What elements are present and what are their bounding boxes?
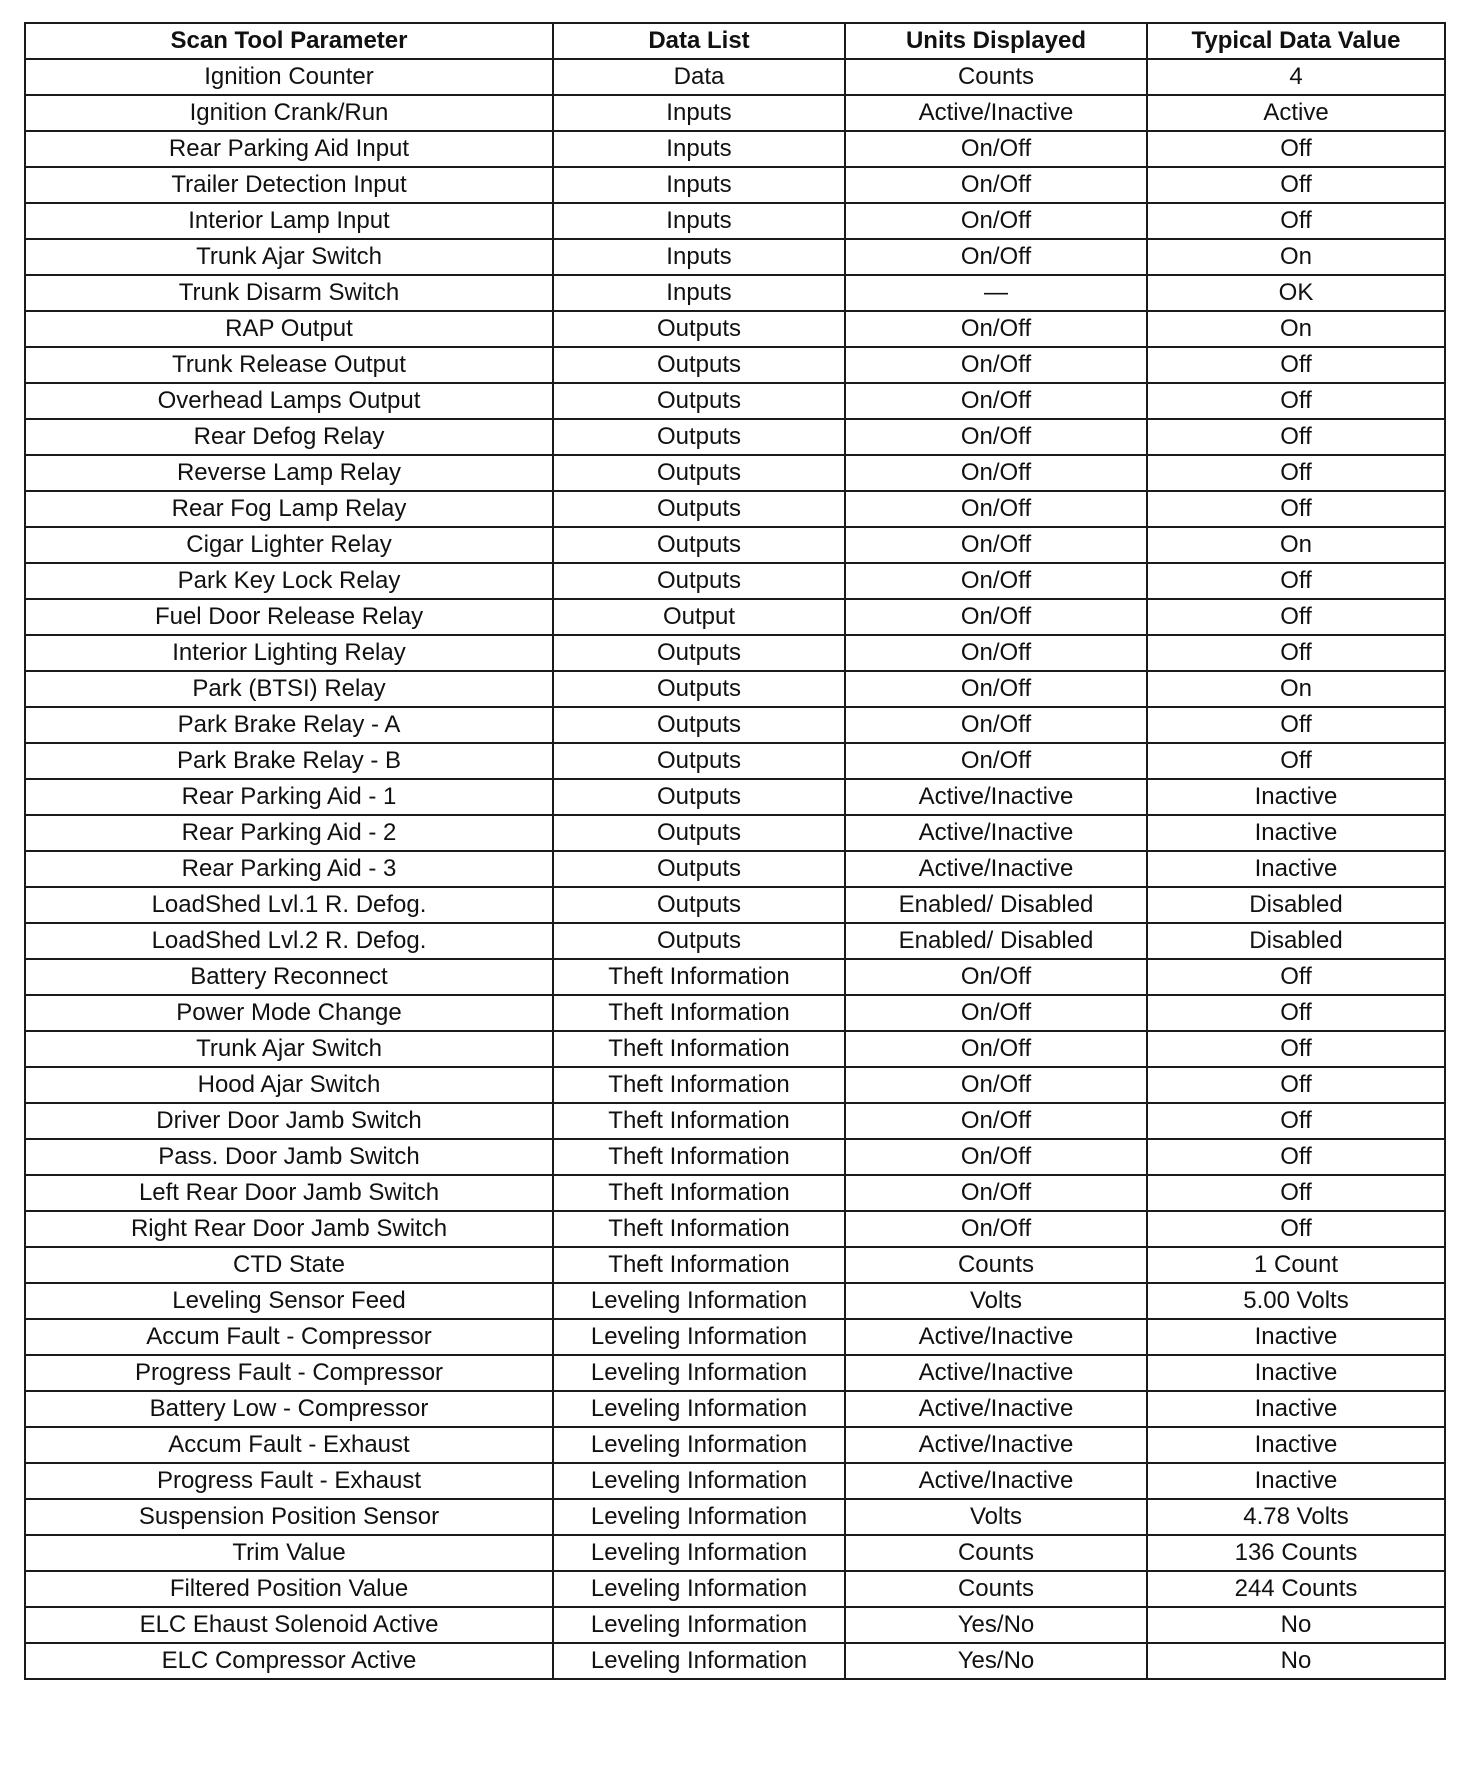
units-cell: On/Off xyxy=(845,959,1147,995)
data-list-cell: Theft Information xyxy=(553,995,845,1031)
parameter-cell: LoadShed Lvl.2 R. Defog. xyxy=(25,923,553,959)
typical-value-cell: Off xyxy=(1147,995,1445,1031)
table-row xyxy=(25,671,1445,707)
units-cell: On/Off xyxy=(845,491,1147,527)
table-row xyxy=(25,95,1445,131)
parameter-cell: Hood Ajar Switch xyxy=(25,1067,553,1103)
table-row xyxy=(25,1463,1445,1499)
typical-value-cell: Inactive xyxy=(1147,1355,1445,1391)
typical-value-cell: Off xyxy=(1147,383,1445,419)
parameter-cell: Rear Fog Lamp Relay xyxy=(25,491,553,527)
typical-value-cell: Off xyxy=(1147,203,1445,239)
units-cell: Enabled/ Disabled xyxy=(845,887,1147,923)
table-row xyxy=(25,275,1445,311)
parameter-cell: Rear Parking Aid - 2 xyxy=(25,815,553,851)
typical-value-cell: Off xyxy=(1147,959,1445,995)
typical-value-cell: Inactive xyxy=(1147,1319,1445,1355)
parameter-cell: Reverse Lamp Relay xyxy=(25,455,553,491)
typical-value-cell: Off xyxy=(1147,1031,1445,1067)
typical-value-cell: Off xyxy=(1147,131,1445,167)
data-list-cell: Outputs xyxy=(553,671,845,707)
parameter-cell: Battery Reconnect xyxy=(25,959,553,995)
table-row xyxy=(25,743,1445,779)
data-list-cell: Outputs xyxy=(553,707,845,743)
units-cell: On/Off xyxy=(845,455,1147,491)
parameter-cell: Trunk Ajar Switch xyxy=(25,239,553,275)
table-row xyxy=(25,131,1445,167)
typical-value-cell: Off xyxy=(1147,167,1445,203)
table-row xyxy=(25,455,1445,491)
units-cell: Volts xyxy=(845,1283,1147,1319)
units-cell: On/Off xyxy=(845,1211,1147,1247)
data-list-cell: Outputs xyxy=(553,815,845,851)
typical-value-cell: Disabled xyxy=(1147,887,1445,923)
table-row xyxy=(25,959,1445,995)
parameter-cell: Rear Parking Aid - 3 xyxy=(25,851,553,887)
table-row xyxy=(25,635,1445,671)
parameter-cell: Overhead Lamps Output xyxy=(25,383,553,419)
data-list-cell: Outputs xyxy=(553,563,845,599)
table-row xyxy=(25,779,1445,815)
table-row xyxy=(25,59,1445,95)
parameter-cell: Power Mode Change xyxy=(25,995,553,1031)
table-row xyxy=(25,707,1445,743)
typical-value-cell: 1 Count xyxy=(1147,1247,1445,1283)
table-row xyxy=(25,815,1445,851)
units-cell: Enabled/ Disabled xyxy=(845,923,1147,959)
units-cell: Volts xyxy=(845,1499,1147,1535)
table-row xyxy=(25,1247,1445,1283)
units-cell: On/Off xyxy=(845,1103,1147,1139)
units-cell: On/Off xyxy=(845,563,1147,599)
table-row xyxy=(25,887,1445,923)
units-cell: — xyxy=(845,275,1147,311)
parameter-cell: Park Brake Relay - A xyxy=(25,707,553,743)
table-row xyxy=(25,419,1445,455)
typical-value-cell: Active xyxy=(1147,95,1445,131)
units-cell: On/Off xyxy=(845,527,1147,563)
units-cell: Counts xyxy=(845,1247,1147,1283)
units-cell: Yes/No xyxy=(845,1607,1147,1643)
typical-value-cell: Disabled xyxy=(1147,923,1445,959)
units-cell: On/Off xyxy=(845,1139,1147,1175)
parameter-cell: Trunk Disarm Switch xyxy=(25,275,553,311)
typical-value-cell: On xyxy=(1147,311,1445,347)
data-list-cell: Outputs xyxy=(553,383,845,419)
parameter-cell: Trim Value xyxy=(25,1535,553,1571)
units-cell: On/Off xyxy=(845,419,1147,455)
parameter-cell: Ignition Crank/Run xyxy=(25,95,553,131)
table-row xyxy=(25,1499,1445,1535)
parameter-cell: Interior Lamp Input xyxy=(25,203,553,239)
data-list-cell: Leveling Information xyxy=(553,1391,845,1427)
parameter-cell: Accum Fault - Exhaust xyxy=(25,1427,553,1463)
parameter-cell: Left Rear Door Jamb Switch xyxy=(25,1175,553,1211)
parameter-cell: Accum Fault - Compressor xyxy=(25,1319,553,1355)
data-list-cell: Outputs xyxy=(553,527,845,563)
parameter-cell: Pass. Door Jamb Switch xyxy=(25,1139,553,1175)
table-row xyxy=(25,1607,1445,1643)
parameter-cell: Filtered Position Value xyxy=(25,1571,553,1607)
table-row xyxy=(25,563,1445,599)
typical-value-cell: On xyxy=(1147,527,1445,563)
typical-value-cell: Inactive xyxy=(1147,815,1445,851)
typical-value-cell: Off xyxy=(1147,707,1445,743)
data-list-cell: Theft Information xyxy=(553,1247,845,1283)
data-list-cell: Leveling Information xyxy=(553,1499,845,1535)
data-list-cell: Outputs xyxy=(553,779,845,815)
parameter-cell: RAP Output xyxy=(25,311,553,347)
parameter-cell: Rear Parking Aid Input xyxy=(25,131,553,167)
data-list-cell: Inputs xyxy=(553,131,845,167)
typical-value-cell: Off xyxy=(1147,1175,1445,1211)
typical-value-cell: Off xyxy=(1147,1211,1445,1247)
units-cell: Active/Inactive xyxy=(845,1463,1147,1499)
data-list-cell: Inputs xyxy=(553,203,845,239)
typical-value-cell: Off xyxy=(1147,455,1445,491)
table-row xyxy=(25,1391,1445,1427)
table-row xyxy=(25,1571,1445,1607)
units-cell: Counts xyxy=(845,1571,1147,1607)
units-cell: On/Off xyxy=(845,131,1147,167)
parameter-cell: Progress Fault - Exhaust xyxy=(25,1463,553,1499)
parameter-cell: Driver Door Jamb Switch xyxy=(25,1103,553,1139)
units-cell: Counts xyxy=(845,59,1147,95)
table-row xyxy=(25,1031,1445,1067)
data-list-cell: Outputs xyxy=(553,743,845,779)
typical-value-cell: 244 Counts xyxy=(1147,1571,1445,1607)
data-list-cell: Inputs xyxy=(553,95,845,131)
parameter-cell: Interior Lighting Relay xyxy=(25,635,553,671)
units-cell: On/Off xyxy=(845,1067,1147,1103)
data-list-cell: Leveling Information xyxy=(553,1607,845,1643)
units-cell: On/Off xyxy=(845,1031,1147,1067)
table-body xyxy=(25,59,1445,1679)
data-list-cell: Inputs xyxy=(553,275,845,311)
data-list-cell: Leveling Information xyxy=(553,1643,845,1679)
parameter-cell: CTD State xyxy=(25,1247,553,1283)
table-row xyxy=(25,203,1445,239)
typical-value-cell: On xyxy=(1147,239,1445,275)
units-cell: On/Off xyxy=(845,635,1147,671)
parameter-cell: Trailer Detection Input xyxy=(25,167,553,203)
parameter-cell: ELC Ehaust Solenoid Active xyxy=(25,1607,553,1643)
typical-value-cell: Off xyxy=(1147,635,1445,671)
data-list-cell: Data xyxy=(553,59,845,95)
data-list-cell: Outputs xyxy=(553,491,845,527)
parameter-cell: Leveling Sensor Feed xyxy=(25,1283,553,1319)
table-row xyxy=(25,1535,1445,1571)
parameter-cell: Cigar Lighter Relay xyxy=(25,527,553,563)
typical-value-cell: No xyxy=(1147,1643,1445,1679)
data-list-cell: Inputs xyxy=(553,167,845,203)
typical-value-cell: OK xyxy=(1147,275,1445,311)
typical-value-cell: 5.00 Volts xyxy=(1147,1283,1445,1319)
parameter-cell: ELC Compressor Active xyxy=(25,1643,553,1679)
units-cell: Active/Inactive xyxy=(845,1391,1147,1427)
parameter-cell: Rear Defog Relay xyxy=(25,419,553,455)
units-cell: Active/Inactive xyxy=(845,851,1147,887)
units-cell: Active/Inactive xyxy=(845,815,1147,851)
table-row xyxy=(25,167,1445,203)
scan-tool-data-table xyxy=(24,22,1446,1680)
units-cell: On/Off xyxy=(845,707,1147,743)
table-row xyxy=(25,1211,1445,1247)
parameter-cell: Park (BTSI) Relay xyxy=(25,671,553,707)
parameter-cell: Progress Fault - Compressor xyxy=(25,1355,553,1391)
document-page xyxy=(24,22,1444,1680)
parameter-cell: Ignition Counter xyxy=(25,59,553,95)
table-row xyxy=(25,1319,1445,1355)
data-list-cell: Outputs xyxy=(553,347,845,383)
header-typical-data-value: Typical Data Value xyxy=(1147,23,1445,59)
table-row xyxy=(25,1643,1445,1679)
parameter-cell: Right Rear Door Jamb Switch xyxy=(25,1211,553,1247)
table-row xyxy=(25,1067,1445,1103)
parameter-cell: Park Brake Relay - B xyxy=(25,743,553,779)
units-cell: On/Off xyxy=(845,347,1147,383)
units-cell: On/Off xyxy=(845,239,1147,275)
table-row xyxy=(25,1283,1445,1319)
data-list-cell: Outputs xyxy=(553,311,845,347)
table-row xyxy=(25,599,1445,635)
table-row xyxy=(25,383,1445,419)
data-list-cell: Leveling Information xyxy=(553,1355,845,1391)
table-row xyxy=(25,1139,1445,1175)
typical-value-cell: Inactive xyxy=(1147,851,1445,887)
typical-value-cell: Off xyxy=(1147,599,1445,635)
parameter-cell: Park Key Lock Relay xyxy=(25,563,553,599)
typical-value-cell: Inactive xyxy=(1147,779,1445,815)
parameter-cell: Suspension Position Sensor xyxy=(25,1499,553,1535)
typical-value-cell: Off xyxy=(1147,563,1445,599)
data-list-cell: Leveling Information xyxy=(553,1535,845,1571)
data-list-cell: Outputs xyxy=(553,455,845,491)
typical-value-cell: Off xyxy=(1147,347,1445,383)
header-scan-tool-parameter: Scan Tool Parameter xyxy=(25,23,553,59)
data-list-cell: Output xyxy=(553,599,845,635)
typical-value-cell: No xyxy=(1147,1607,1445,1643)
parameter-cell: LoadShed Lvl.1 R. Defog. xyxy=(25,887,553,923)
units-cell: On/Off xyxy=(845,203,1147,239)
typical-value-cell: Off xyxy=(1147,1067,1445,1103)
data-list-cell: Outputs xyxy=(553,851,845,887)
data-list-cell: Theft Information xyxy=(553,1103,845,1139)
units-cell: On/Off xyxy=(845,743,1147,779)
typical-value-cell: Off xyxy=(1147,743,1445,779)
typical-value-cell: Off xyxy=(1147,491,1445,527)
typical-value-cell: 136 Counts xyxy=(1147,1535,1445,1571)
table-row xyxy=(25,239,1445,275)
units-cell: Active/Inactive xyxy=(845,95,1147,131)
data-list-cell: Leveling Information xyxy=(553,1463,845,1499)
data-list-cell: Leveling Information xyxy=(553,1319,845,1355)
units-cell: On/Off xyxy=(845,599,1147,635)
units-cell: On/Off xyxy=(845,1175,1147,1211)
data-list-cell: Theft Information xyxy=(553,1211,845,1247)
header-units-displayed: Units Displayed xyxy=(845,23,1147,59)
units-cell: Active/Inactive xyxy=(845,1319,1147,1355)
table-row xyxy=(25,923,1445,959)
data-list-cell: Leveling Information xyxy=(553,1427,845,1463)
table-header-row xyxy=(25,23,1445,59)
typical-value-cell: Inactive xyxy=(1147,1391,1445,1427)
table-row xyxy=(25,347,1445,383)
units-cell: Active/Inactive xyxy=(845,779,1147,815)
data-list-cell: Theft Information xyxy=(553,959,845,995)
units-cell: On/Off xyxy=(845,167,1147,203)
typical-value-cell: Off xyxy=(1147,1103,1445,1139)
data-list-cell: Inputs xyxy=(553,239,845,275)
data-list-cell: Outputs xyxy=(553,635,845,671)
units-cell: Active/Inactive xyxy=(845,1427,1147,1463)
table-row xyxy=(25,1175,1445,1211)
data-list-cell: Leveling Information xyxy=(553,1571,845,1607)
typical-value-cell: Inactive xyxy=(1147,1427,1445,1463)
parameter-cell: Trunk Release Output xyxy=(25,347,553,383)
units-cell: Yes/No xyxy=(845,1643,1147,1679)
table-row xyxy=(25,995,1445,1031)
units-cell: On/Off xyxy=(845,311,1147,347)
table-row xyxy=(25,1103,1445,1139)
typical-value-cell: On xyxy=(1147,671,1445,707)
parameter-cell: Rear Parking Aid - 1 xyxy=(25,779,553,815)
data-list-cell: Theft Information xyxy=(553,1139,845,1175)
header-data-list: Data List xyxy=(553,23,845,59)
parameter-cell: Trunk Ajar Switch xyxy=(25,1031,553,1067)
typical-value-cell: Off xyxy=(1147,419,1445,455)
units-cell: On/Off xyxy=(845,671,1147,707)
data-list-cell: Outputs xyxy=(553,887,845,923)
data-list-cell: Outputs xyxy=(553,419,845,455)
data-list-cell: Theft Information xyxy=(553,1175,845,1211)
units-cell: On/Off xyxy=(845,383,1147,419)
table-row xyxy=(25,1355,1445,1391)
table-row xyxy=(25,491,1445,527)
units-cell: On/Off xyxy=(845,995,1147,1031)
typical-value-cell: Inactive xyxy=(1147,1463,1445,1499)
data-list-cell: Outputs xyxy=(553,923,845,959)
data-list-cell: Theft Information xyxy=(553,1067,845,1103)
table-row xyxy=(25,851,1445,887)
table-row xyxy=(25,1427,1445,1463)
table-row xyxy=(25,527,1445,563)
typical-value-cell: Off xyxy=(1147,1139,1445,1175)
parameter-cell: Fuel Door Release Relay xyxy=(25,599,553,635)
parameter-cell: Battery Low - Compressor xyxy=(25,1391,553,1427)
units-cell: Active/Inactive xyxy=(845,1355,1147,1391)
units-cell: Counts xyxy=(845,1535,1147,1571)
data-list-cell: Theft Information xyxy=(553,1031,845,1067)
typical-value-cell: 4.78 Volts xyxy=(1147,1499,1445,1535)
typical-value-cell: 4 xyxy=(1147,59,1445,95)
data-list-cell: Leveling Information xyxy=(553,1283,845,1319)
table-row xyxy=(25,311,1445,347)
